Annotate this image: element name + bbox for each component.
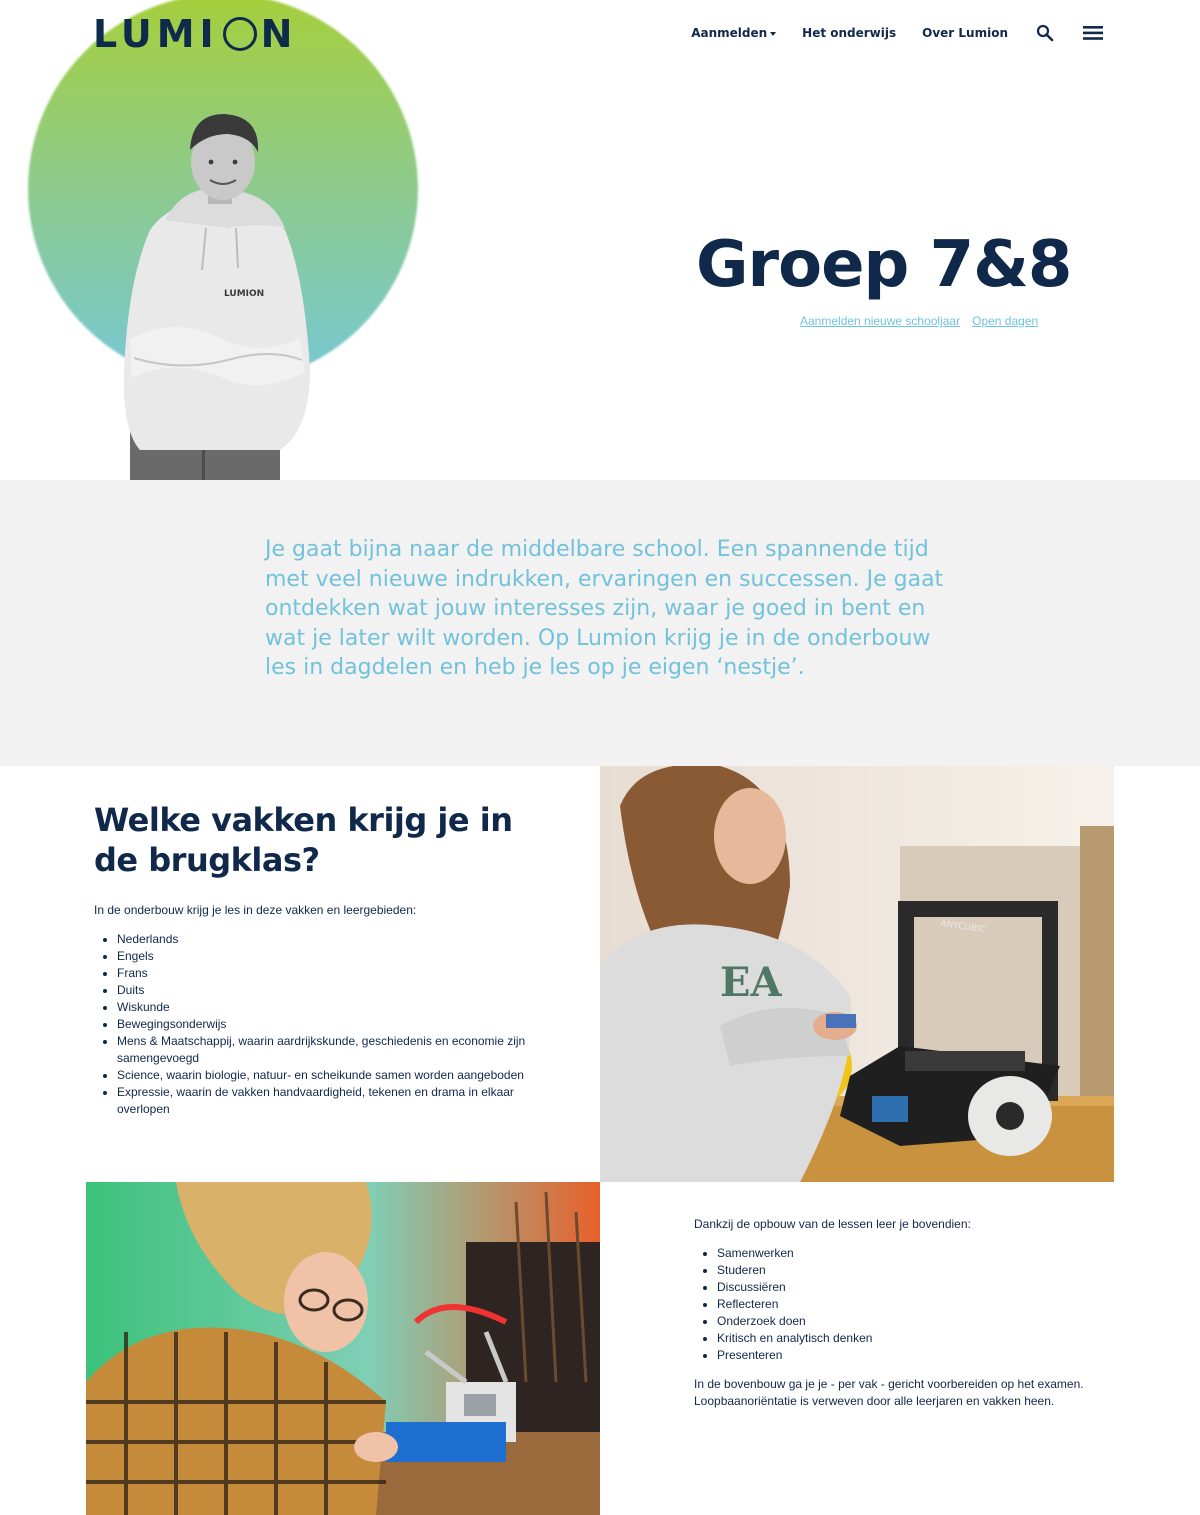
list-item: • Bewegingsonderwijs [117,1016,534,1033]
list-item: • Duits [117,982,534,999]
logo-text-part: LUMI [93,12,219,56]
nav-item-over-lumion[interactable]: Over Lumion [922,26,1008,40]
list-item: • Engels [117,948,534,965]
list-item: • Kritisch en analytisch denken [717,1330,1104,1347]
logo-text-part: N [260,12,298,56]
skills-lead: Dankzij de opbouw van de lessen leer je bovendien: [694,1217,971,1231]
list-item: • Frans [117,965,534,982]
main-nav [691,22,1104,44]
student-portrait [110,110,320,480]
subjects-list [94,931,534,1118]
hoodie-logo-text: LUMION [224,289,265,299]
subjects-lead: In de onderbouw krijg je les in deze vakken en leergebieden: [94,903,417,917]
page-title: Groep 7&8 [696,228,1072,302]
lumion-logo[interactable] [93,12,297,56]
sweater-print: EA [720,959,782,1006]
link-aanmelden-nieuwe-schooljaar[interactable]: Aanmelden nieuwe schooljaar [800,314,961,328]
caret-down-icon [770,32,776,36]
list-item: • Science, waarin biologie, natuur- en scheikunde samen worden aangeboden [117,1067,534,1084]
link-open-dagen[interactable]: Open dagen [972,314,1039,328]
list-item: • Studeren [717,1262,1104,1279]
list-item: • Discussiëren [717,1279,1104,1296]
intro-section [0,480,1200,766]
hero-section [0,0,1200,480]
intro-text: Je gaat bijna naar de middelbare school. Een spannende tijd met veel nieuwe indrukken, ervaringen en successen. Je gaat ontdekken wat jouw interesses zijn, waar je goed in bent en wat je later wilt worden. Op Lumion krijg je in de onderbouw les in dagdelen en heb je les op je eigen ‘nestje’. [265,537,944,681]
subjects-section [94,800,534,1118]
menu-icon[interactable] [1082,22,1104,44]
photo-robotics [86,1182,600,1515]
printer-brand-label: ANYCUBIC [939,919,987,936]
skills-after: In de bovenbouw ga je je - per vak - gericht voorbereiden op het examen. Loopbaanoriëntatie is verweven door alle leerjaren en vakken heen. [694,1377,1084,1408]
list-item: • Onderzoek doen [717,1313,1104,1330]
list-item: • Presenteren [717,1347,1104,1364]
list-item: • Mens & Maatschappij, waarin aardrijkskunde, geschiedenis en economie zijn samengevoegd [117,1033,534,1067]
list-item: • Samenwerken [717,1245,1104,1262]
logo-o-ring [223,17,257,51]
hero-links [800,314,1038,328]
nav-item-aanmelden[interactable] [691,26,776,40]
search-icon[interactable] [1034,22,1056,44]
nav-item-het-onderwijs[interactable]: Het onderwijs [802,26,897,40]
list-item: • Reflecteren [717,1296,1104,1313]
list-item: • Expressie, waarin de vakken handvaardigheid, tekenen en drama in elkaar overlopen [117,1084,534,1118]
skills-section [694,1216,1104,1410]
subjects-heading: Welke vakken krijg je in de brugklas? [94,801,513,879]
list-item: • Nederlands [117,931,534,948]
list-item: • Wiskunde [117,999,534,1016]
skills-list [694,1245,1104,1364]
nav-label: Aanmelden [691,26,768,40]
photo-3d-printer [600,766,1114,1182]
